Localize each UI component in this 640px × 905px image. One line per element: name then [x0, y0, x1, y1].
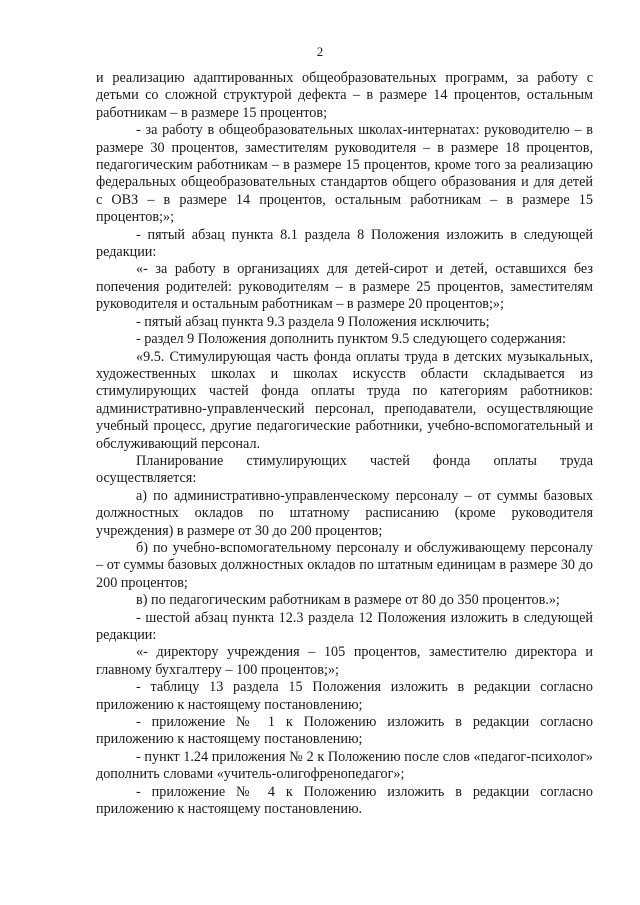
paragraph-item-a: а) по административно-управленческому персоналу – от суммы базовых должностных окладов по штатному расписанию (кроме руководителя учреждения) в размере от 30 до 200 процентов; — [96, 487, 593, 539]
paragraph-exclude-9-3: - пятый абзац пункта 9.3 раздела 9 Положения исключить; — [136, 313, 490, 330]
paragraph-continuation: и реализацию адаптированных общеобразовательных программ, за работу с детьми со сложной структурой дефекта – в размере 14 процентов, остальным работникам – в размере 15 процентов; — [96, 70, 593, 121]
paragraph-table-13: - таблицу 13 раздела 15 Положения изложить в редакции согласно приложению к настоящему постановлению; — [96, 679, 593, 713]
paragraph-boarding-schools: - за работу в общеобразовательных школах-интернатах: руководителю – в размере 30 процентов, заместителям руководителя – в размере 18 процентов, педагогическим работникам – в размере 15 процентов, кроме того за реализацию федеральных общеобразовательных стандартов общего образования и для детей с ОВЗ – в размере 14 процентов, остальным работникам – в размере 15 процентов;»; — [96, 122, 593, 226]
paragraph-9-5-text: «9.5. Стимулирующая часть фонда оплаты труда в детских музыкальных, художественных школах и школах искусств области складывается из стимулирующих частей фонда оплаты труда по категориям работников: административно-управленческий персонал, преподаватели, осуществляющие учебный процесс, другие педагогические работники, учебно-вспомогательный и обслуживающий персонал. — [96, 348, 593, 452]
paragraph-add-9-5: - раздел 9 Положения дополнить пунктом 9.5 следующего содержания: — [136, 331, 566, 348]
paragraph-orphans: «- за работу в организациях для детей-сирот и детей, оставшихся без попечения родителей: руководителям – в размере 25 процентов, заместителям руководителя и остальным работникам – в размере 20 процентов;»; — [96, 261, 593, 313]
paragraph-amend-8-1: - пятый абзац пункта 8.1 раздела 8 Положения изложить в следующей редакции: — [96, 226, 593, 261]
paragraph-appendix-1: - приложение № 1 к Положению изложить в редакции согласно приложению к настоящему постановлению; — [96, 714, 593, 748]
paragraph-planning: Планирование стимулирующих частей фонда оплаты труда осуществляется: — [96, 452, 593, 487]
document-body — [96, 70, 593, 818]
page-number: 2 — [316, 44, 324, 59]
paragraph-item-b: б) по учебно-вспомогательному персоналу и обслуживающему персоналу – от суммы базовых должностных окладов по штатным единицам в размере 30 до 200 процентов; — [96, 539, 593, 591]
paragraph-appendix-4: - приложение № 4 к Положению изложить в редакции согласно приложению к настоящему постановлению. — [96, 783, 593, 818]
paragraph-appendix-2: - пункт 1.24 приложения № 2 к Положению после слов «педагог-психолог» дополнить словами «учитель-олигофренопедагог»; — [96, 748, 593, 783]
paragraph-item-c: в) по педагогическим работникам в размере от 80 до 350 процентов.»; — [136, 592, 560, 609]
paragraph-director: «- директору учреждения – 105 процентов, заместителю директора и главному бухгалтеру – 100 процентов;»; — [96, 644, 593, 678]
paragraph-amend-12-3: - шестой абзац пункта 12.3 раздела 12 Положения изложить в следующей редакции: — [96, 609, 593, 643]
